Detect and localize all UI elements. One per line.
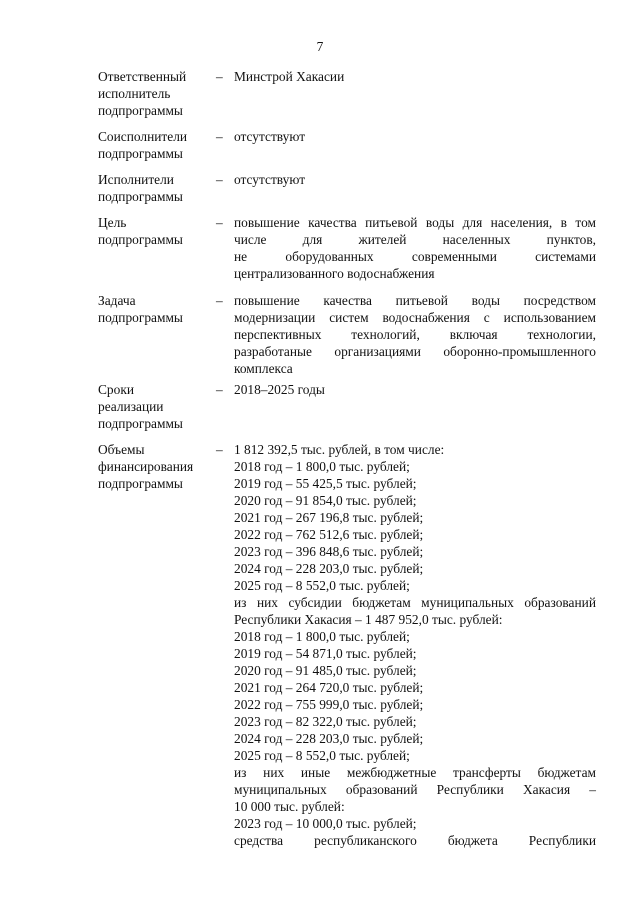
row-value — [234, 381, 596, 398]
value-line: 2018–2025 годы — [234, 382, 325, 397]
value-line: 2020 год – 91 854,0 тыс. рублей; — [234, 493, 417, 508]
row-value — [234, 128, 596, 145]
row-dash: – — [216, 293, 223, 308]
value-line: централизованного водоснабжения — [234, 266, 435, 281]
row-dash: – — [216, 382, 223, 397]
row-value — [234, 171, 596, 188]
value-line: 2024 год – 228 203,0 тыс. рублей; — [234, 561, 424, 576]
value-line: 1 812 392,5 тыс. рублей, в том числе: — [234, 442, 445, 457]
row-label: Задача подпрограммы — [98, 293, 183, 325]
row-value — [234, 292, 596, 377]
value-line: 2020 год – 91 485,0 тыс. рублей; — [234, 663, 417, 678]
value-line: из них иные межбюджетные трансферты бюджетам — [234, 765, 596, 780]
row-dash: – — [216, 129, 223, 144]
row-dash: – — [216, 172, 223, 187]
value-line: числе для жителей населенных пунктов, — [234, 232, 596, 247]
row-value — [234, 68, 596, 85]
value-line: отсутствуют — [234, 172, 306, 187]
value-line: из них субсидии бюджетам муниципальных образований — [234, 595, 596, 610]
value-line: 2024 год – 228 203,0 тыс. рублей; — [234, 731, 424, 746]
value-line: средства республиканского бюджета Республики — [234, 833, 596, 848]
row-value — [234, 214, 596, 282]
value-line: перспективных технологий, включая технологии, — [234, 327, 596, 342]
value-line: 2023 год – 10 000,0 тыс. рублей; — [234, 816, 417, 831]
value-line: 2025 год – 8 552,0 тыс. рублей; — [234, 748, 410, 763]
row-dash: – — [216, 69, 223, 84]
value-line: не оборудованных современными системами — [234, 249, 596, 264]
row-label: Соисполнители подпрограммы — [98, 129, 188, 161]
value-line: муниципальных образований Республики Хакасия – — [234, 782, 596, 797]
value-line: 10 000 тыс. рублей: — [234, 799, 345, 814]
row-label: Цель подпрограммы — [98, 215, 183, 247]
value-line: 2022 год – 762 512,6 тыс. рублей; — [234, 527, 424, 542]
row-label: Сроки реализации подпрограммы — [98, 382, 183, 431]
value-line: 2021 год – 264 720,0 тыс. рублей; — [234, 680, 424, 695]
value-line: 2019 год – 54 871,0 тыс. рублей; — [234, 646, 417, 661]
row-value — [234, 441, 596, 849]
value-line: 2021 год – 267 196,8 тыс. рублей; — [234, 510, 424, 525]
value-line: 2018 год – 1 800,0 тыс. рублей; — [234, 459, 410, 474]
value-line: повышение качества питьевой воды для населения, в том — [234, 215, 596, 230]
value-line: Республики Хакасия – 1 487 952,0 тыс. рублей: — [234, 612, 503, 627]
page-number: 7 — [316, 39, 324, 54]
value-line: модернизации систем водоснабжения с использованием — [234, 310, 596, 325]
row-label: Ответственный исполнитель подпрограммы — [98, 69, 187, 118]
row-dash: – — [216, 442, 223, 457]
value-line: повышение качества питьевой воды посредством — [234, 293, 596, 308]
value-line: 2022 год – 755 999,0 тыс. рублей; — [234, 697, 424, 712]
value-line: 2019 год – 55 425,5 тыс. рублей; — [234, 476, 417, 491]
value-line: разработаные организациями оборонно-промышленного — [234, 344, 596, 359]
row-dash: – — [216, 215, 223, 230]
value-line: Минстрой Хакасии — [234, 69, 345, 84]
value-line: 2023 год – 82 322,0 тыс. рублей; — [234, 714, 417, 729]
value-line: 2018 год – 1 800,0 тыс. рублей; — [234, 629, 410, 644]
row-label: Исполнители подпрограммы — [98, 172, 183, 204]
value-line: отсутствуют — [234, 129, 306, 144]
value-line: 2023 год – 396 848,6 тыс. рублей; — [234, 544, 424, 559]
value-line: 2025 год – 8 552,0 тыс. рублей; — [234, 578, 410, 593]
row-label: Объемы финансирования подпрограммы — [98, 442, 194, 491]
value-line: комплекса — [234, 361, 293, 376]
